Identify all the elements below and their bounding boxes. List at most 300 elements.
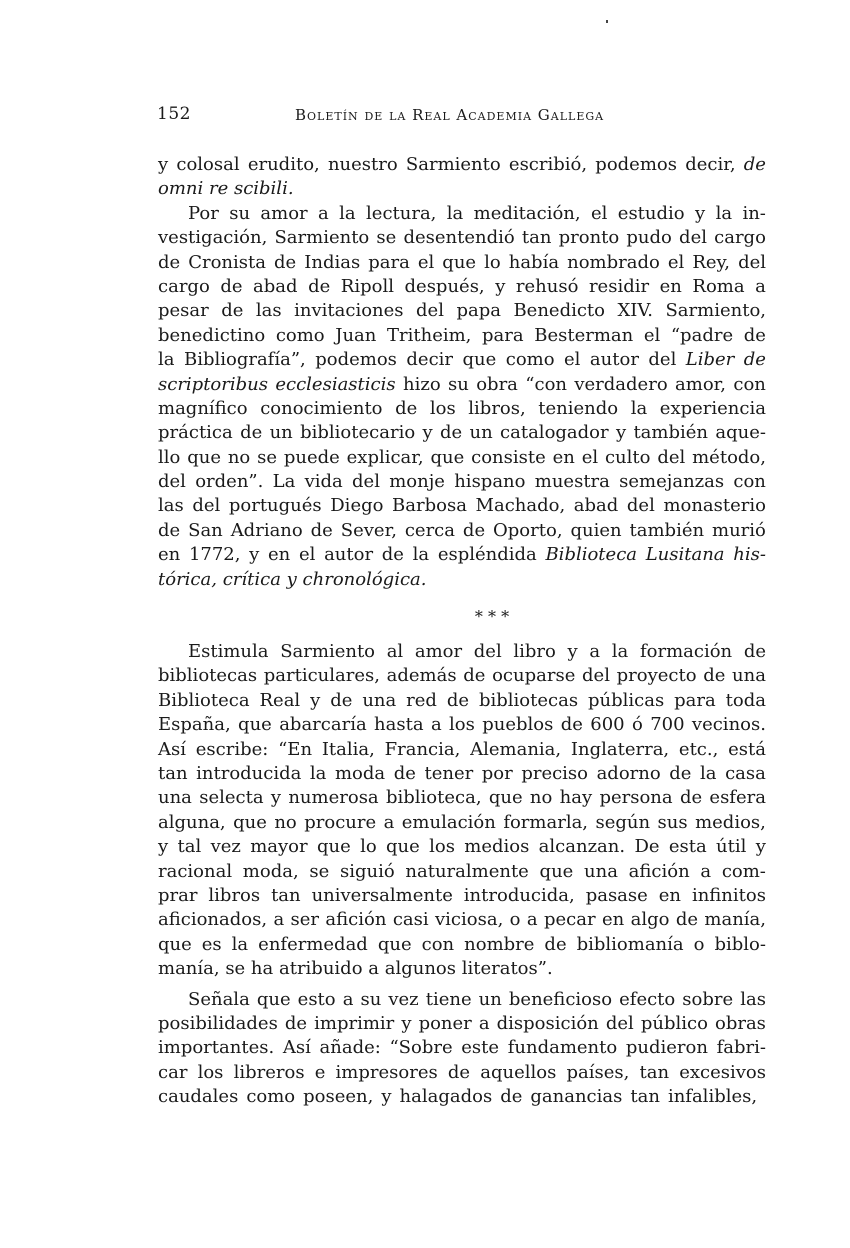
word: una (158, 787, 192, 809)
word: con (733, 471, 766, 493)
word: hasta (374, 714, 424, 736)
word: a (273, 909, 285, 931)
word: que (187, 446, 221, 468)
word: que (430, 446, 465, 468)
word: erudito, (247, 154, 320, 175)
word: a (526, 909, 538, 931)
text-line (158, 1036, 766, 1060)
word: mayor (250, 836, 308, 858)
word: Por (188, 202, 219, 224)
word: en (601, 909, 625, 931)
word: formación (639, 641, 733, 663)
word: la (309, 762, 327, 784)
text-line (158, 957, 766, 981)
word: de (679, 787, 703, 809)
word: a (478, 1012, 490, 1034)
word: no (529, 787, 553, 809)
word: para (482, 324, 524, 346)
word: murió (712, 519, 766, 541)
word: de (669, 762, 692, 784)
text-line (158, 299, 766, 323)
word: formarla, (503, 811, 589, 833)
word: se (309, 860, 330, 882)
word: orden”. (195, 471, 264, 493)
word: ser (290, 909, 320, 931)
text-line (158, 738, 766, 762)
word: pudieron (625, 1037, 708, 1059)
word: impresores (335, 1061, 438, 1083)
word: hispano (454, 471, 526, 493)
word: de (447, 1061, 471, 1083)
word: esta (668, 836, 707, 858)
word: y (310, 689, 321, 711)
word: quien (570, 519, 622, 541)
word: autor (324, 544, 374, 566)
word: de (310, 519, 333, 541)
word: según (595, 811, 651, 833)
word: también (629, 519, 705, 541)
word: de (220, 275, 243, 297)
word: de (381, 544, 404, 566)
word: un (478, 988, 502, 1010)
word: estudio (617, 202, 685, 224)
word: del (626, 495, 655, 517)
word: de (330, 689, 353, 711)
word: y (381, 1086, 392, 1108)
word: libros, (468, 397, 526, 419)
word: nuestro (327, 154, 398, 175)
word: Besterman (534, 324, 634, 346)
word: explicar, (346, 446, 424, 468)
word: infinitos (691, 884, 766, 906)
word: aque- (715, 422, 766, 444)
word: de (500, 1086, 523, 1108)
word: Real (259, 689, 301, 711)
word: del (738, 251, 766, 273)
word: muestra (534, 471, 610, 493)
word: además (386, 665, 457, 687)
word: monje (389, 471, 445, 493)
word: el (298, 544, 316, 566)
text-line (158, 1085, 766, 1109)
section-break (158, 592, 766, 640)
word: del (648, 349, 677, 371)
word: añade: (319, 1037, 381, 1059)
word: ganancias (530, 1086, 623, 1108)
word: nombrado (567, 251, 660, 273)
word: públicas (587, 689, 665, 711)
word: también (633, 422, 709, 444)
word: Bibliografía”, (183, 349, 306, 371)
word: de (743, 641, 766, 663)
word: y (158, 836, 169, 858)
word: vecinos. (691, 714, 766, 736)
word: lo (360, 836, 377, 858)
word: medios, (695, 811, 766, 833)
word: beneficioso (508, 988, 613, 1010)
word: universalmente (311, 884, 453, 906)
word: de (743, 324, 766, 346)
word: países, (566, 1061, 630, 1083)
word: a (430, 714, 442, 736)
word: y (401, 1012, 412, 1034)
word: su (360, 988, 382, 1010)
word: abad (573, 495, 619, 517)
word: Cronista (188, 251, 266, 273)
word: proyecto (616, 665, 697, 687)
paragraph-4 (158, 988, 766, 1110)
word: práctica (158, 422, 233, 444)
word: del (192, 495, 221, 517)
word: pudo (626, 227, 672, 249)
word: en (552, 446, 575, 468)
word: escribió, (508, 154, 588, 175)
word: tórica, crítica y chronológica. (158, 568, 427, 590)
word: Liber (685, 349, 735, 371)
word: de (240, 422, 263, 444)
word: Estimula (188, 641, 269, 663)
paragraph-1 (158, 153, 766, 202)
word: de (440, 422, 463, 444)
word: pronto (558, 227, 620, 249)
word: abarcaría (279, 714, 367, 736)
word: en (659, 275, 682, 297)
word: después, (404, 275, 485, 297)
text-line (158, 786, 766, 810)
word: cargo (714, 227, 766, 249)
word: y (158, 154, 169, 175)
text-line (158, 397, 766, 421)
word: podemos (315, 349, 397, 371)
word: una (732, 665, 766, 687)
word: fundamento (507, 1037, 618, 1059)
word: colosal (176, 154, 240, 175)
word: de (544, 933, 567, 955)
word: en (658, 884, 681, 906)
word: el (667, 251, 685, 273)
word: que (488, 787, 523, 809)
word: aficionados, (158, 909, 268, 931)
word: esfera (709, 787, 766, 809)
word: “padre (670, 324, 734, 346)
word: selecta (199, 787, 264, 809)
word: las (740, 988, 766, 1010)
body-text (158, 153, 766, 1109)
word: de (158, 251, 181, 273)
word: tan (158, 762, 188, 784)
word: del (158, 471, 186, 493)
word: siguió (339, 860, 395, 882)
text-line (158, 908, 766, 932)
word: Oporto, (493, 519, 563, 541)
text-line (158, 470, 766, 494)
word: Tritheim, (387, 324, 472, 346)
word: el (581, 446, 599, 468)
word: bibliotecas (478, 689, 579, 711)
word: monasterio (663, 495, 766, 517)
word: Indias (304, 251, 361, 273)
word: experiencia (659, 397, 766, 419)
text-line (158, 860, 766, 884)
word: adorno (596, 762, 661, 784)
word: una (584, 860, 618, 882)
word: viciosa, (435, 909, 504, 931)
paragraph-2 (158, 202, 766, 592)
word: obras (714, 1012, 766, 1034)
word: está (728, 738, 766, 760)
text-line (158, 713, 766, 737)
word: por (481, 762, 513, 784)
word: que (158, 933, 192, 955)
word: decir (406, 349, 454, 371)
word: la (715, 202, 733, 224)
word: la (630, 397, 648, 419)
word: Biblioteca (158, 689, 250, 711)
word: pesar (158, 300, 209, 322)
word: verdadero (574, 373, 668, 395)
word: afición (628, 860, 690, 882)
word: hizo (402, 373, 441, 395)
word: conocimiento (260, 397, 383, 419)
word: podemos (595, 154, 677, 175)
word: Benedicto (513, 300, 605, 322)
word: consiste (471, 446, 546, 468)
word: y (422, 422, 433, 444)
word: que (233, 811, 267, 833)
word: vez (388, 988, 419, 1010)
word: el (591, 202, 608, 224)
word: emulación (401, 811, 496, 833)
word: Italia, (321, 738, 375, 760)
word: tener (424, 762, 474, 784)
word: alcanzan. (538, 836, 626, 858)
word: omni re scibili. (158, 178, 294, 200)
word: etc., (678, 738, 719, 760)
word: una (362, 689, 397, 711)
word: no (227, 446, 251, 468)
text-line (158, 1061, 766, 1085)
text-line (158, 568, 766, 592)
word: enfermedad (258, 933, 368, 955)
word: catalogador (500, 422, 609, 444)
word: sobre (682, 988, 734, 1010)
word: scriptoribus (158, 373, 268, 395)
word: desentendió (403, 227, 515, 249)
word: San (188, 519, 223, 541)
word: XIV. (617, 300, 653, 322)
word: se (257, 446, 277, 468)
word: del (582, 665, 610, 687)
word: al (386, 641, 404, 663)
word: disposición (496, 1012, 599, 1034)
word: de (395, 397, 418, 419)
word: escribe: (195, 738, 269, 760)
word: poner (418, 1012, 472, 1034)
word: sus (657, 811, 688, 833)
word: libro (513, 641, 556, 663)
word: particulares, (263, 665, 380, 687)
word: con (733, 373, 766, 395)
word: para (674, 689, 716, 711)
word: las (158, 495, 184, 517)
word: bibliotecario (300, 422, 416, 444)
word: car (158, 1061, 188, 1083)
word: decir, (685, 154, 736, 175)
word: Machado, (475, 495, 566, 517)
word: del (605, 1012, 634, 1034)
paragraph-3 (158, 640, 766, 981)
word: su (448, 373, 469, 395)
word: un (469, 422, 493, 444)
word: los (197, 1061, 224, 1083)
word: cargo (158, 275, 210, 297)
word: Biblioteca (545, 544, 638, 566)
text-line (158, 835, 766, 859)
word: culto (604, 446, 651, 468)
word: libreros (233, 1061, 305, 1083)
word: bibliomanía (576, 933, 684, 955)
word: pueblos (482, 714, 554, 736)
word: medios (464, 836, 530, 858)
word: tan (271, 884, 301, 906)
text-line (158, 933, 766, 957)
word: de (221, 300, 244, 322)
word: moda (334, 762, 386, 784)
word: teniendo (538, 397, 619, 419)
word: del (679, 227, 707, 249)
word: o (693, 933, 705, 955)
text-line (158, 689, 766, 713)
word: para (368, 251, 410, 273)
word: un (269, 422, 293, 444)
text-line (158, 202, 766, 226)
word: tan (639, 1061, 670, 1083)
word: de (703, 665, 726, 687)
word: amor, (675, 373, 727, 395)
word: no (274, 811, 297, 833)
word: imprimir (314, 1012, 395, 1034)
word: de (743, 154, 766, 175)
word: com- (721, 860, 766, 882)
word: la (611, 641, 629, 663)
text-line (158, 275, 766, 299)
word: que (442, 251, 477, 273)
word: Sarmiento, (665, 300, 766, 322)
text-line (158, 988, 766, 1012)
word: libros (208, 884, 261, 906)
word: del (416, 300, 444, 322)
text-line (158, 348, 766, 372)
word: autor (589, 349, 639, 371)
word: Rey, (692, 251, 731, 273)
word: afición (325, 909, 387, 931)
text-line (158, 251, 766, 275)
word: casi (392, 909, 429, 931)
text-line (158, 762, 766, 786)
word: a (318, 202, 329, 224)
word: 700 (650, 714, 685, 736)
word: ecclesiasticis (275, 373, 396, 395)
word: los (449, 714, 475, 736)
word: abad (253, 275, 298, 297)
word: tan (630, 1086, 660, 1108)
word: Adriano (230, 519, 303, 541)
word: caudales (158, 1086, 239, 1108)
word: o (509, 909, 521, 931)
word: a (342, 988, 354, 1010)
text-line (158, 226, 766, 250)
word: su (229, 202, 251, 224)
word: tan (521, 227, 552, 249)
word: obra (476, 373, 518, 395)
word: pasase (585, 884, 648, 906)
word: lo (484, 251, 501, 273)
word: a (755, 275, 766, 297)
word: como (246, 1086, 296, 1108)
word: los (429, 397, 456, 419)
word: Lusitana (645, 544, 725, 566)
word: persona (599, 787, 673, 809)
page-number: 152 (157, 104, 191, 124)
word: meditación, (473, 202, 581, 224)
word: nombre (464, 933, 535, 955)
word: Sarmiento (280, 641, 376, 663)
word: que (539, 860, 574, 882)
word: de (463, 665, 486, 687)
word: la (231, 933, 249, 955)
word: efecto (619, 988, 676, 1010)
word: y (615, 422, 627, 444)
word: este (461, 1037, 500, 1059)
word: Así (282, 1037, 311, 1059)
word: la (700, 762, 717, 784)
word: el (564, 349, 581, 371)
word: se (376, 227, 397, 249)
word: moda, (242, 860, 299, 882)
word: de (462, 519, 486, 541)
word: “con (525, 373, 567, 395)
text-line (158, 664, 766, 688)
text-line (158, 811, 766, 835)
word: poseen, (303, 1086, 374, 1108)
text-line (158, 640, 766, 664)
word: 1772, (188, 544, 241, 566)
word: De (634, 836, 660, 858)
word: numerosa (288, 787, 379, 809)
word: hay (559, 787, 593, 809)
word: “Sobre (389, 1037, 453, 1059)
word: que (256, 988, 291, 1010)
word: Inglaterra, (570, 738, 670, 760)
word: a (589, 641, 601, 663)
word: a (383, 811, 395, 833)
word: in- (742, 202, 766, 224)
word: posibilidades (158, 1012, 278, 1034)
word: y (495, 275, 506, 297)
word: y (695, 202, 706, 224)
word: biblioteca, (385, 787, 482, 809)
text-line (158, 494, 766, 518)
word: a (700, 860, 712, 882)
text-line (158, 324, 766, 348)
word: público (640, 1012, 708, 1034)
word: fabri- (716, 1037, 766, 1059)
word: del (657, 446, 686, 468)
word: de (284, 1012, 308, 1034)
word: en (158, 544, 181, 566)
word: tal (177, 836, 202, 858)
word: del (352, 471, 380, 493)
